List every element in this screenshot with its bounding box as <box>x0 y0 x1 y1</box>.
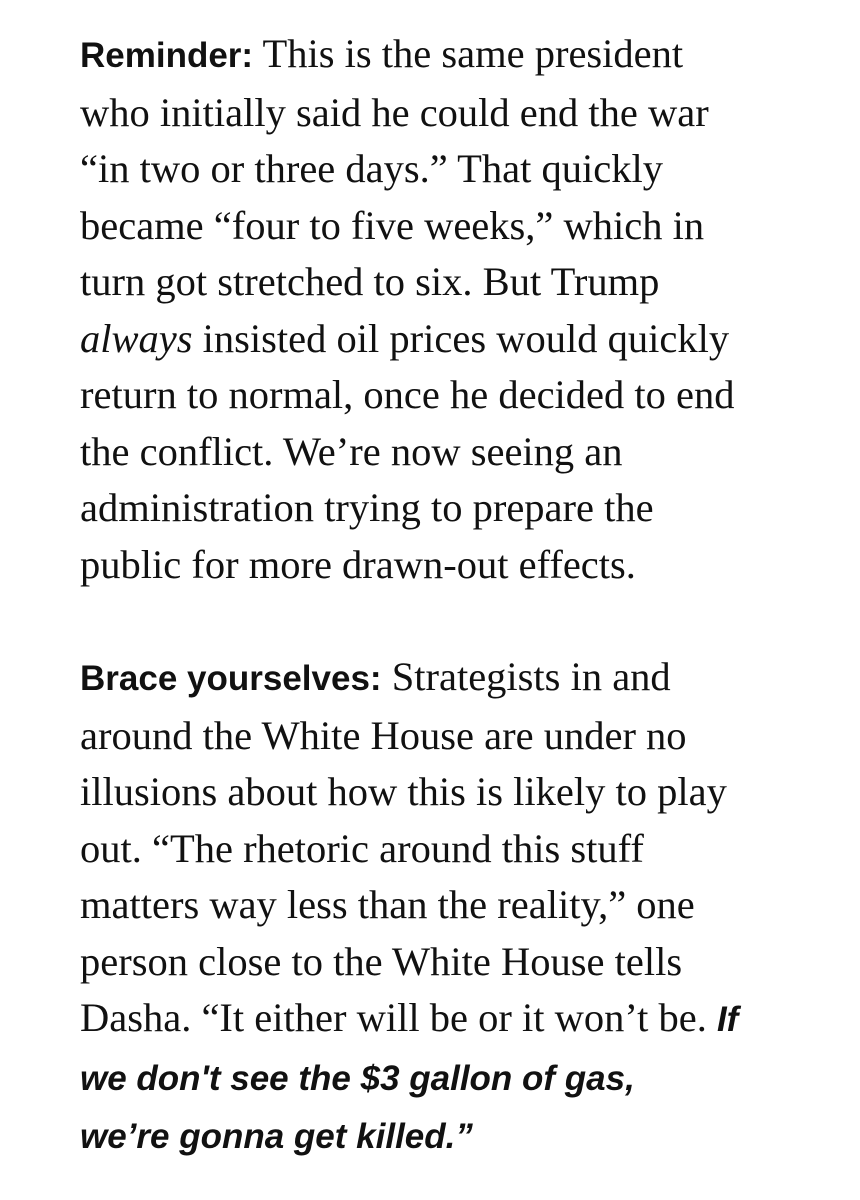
text-line <box>80 1049 840 1108</box>
text-run: public for more drawn-out effects. <box>80 541 636 587</box>
text-line <box>80 990 840 1049</box>
text-line <box>80 1107 840 1166</box>
text-line <box>80 311 840 368</box>
text-line <box>80 877 840 934</box>
text-run: insisted oil prices would quickly <box>192 315 730 361</box>
text-line <box>80 141 840 198</box>
text-run: the conflict. We’re now seeing an <box>80 428 623 474</box>
text-line <box>80 480 840 537</box>
text-line <box>80 424 840 481</box>
paragraph-lead: Brace yourselves: <box>80 659 382 698</box>
text-line <box>80 821 840 878</box>
text-line <box>80 254 840 311</box>
text-run: “in two or three days.” That quickly <box>80 146 663 191</box>
text-run: around the White House are under no <box>80 712 687 758</box>
text-line <box>80 367 840 424</box>
text-run: who initially said he could end the war <box>80 89 709 135</box>
text-run: Strategists in and <box>391 654 671 699</box>
italic-text: always <box>80 315 193 361</box>
text-line <box>80 934 840 991</box>
text-run: This is the same president <box>262 31 684 76</box>
text-run: administration trying to prepare the <box>80 485 654 530</box>
text-run: return to normal, once he decided to end <box>80 372 735 417</box>
paragraph-lead: Reminder: <box>80 36 254 75</box>
text-run: illusions about how this is likely to play <box>80 769 727 814</box>
text-run: Dasha. “It either will be or it won’t be. <box>80 995 717 1040</box>
text-run: turn got stretched to six. But Trump <box>80 259 660 304</box>
article-body <box>80 26 840 1166</box>
bold-italic-quote: we’re gonna get killed.” <box>80 1117 473 1156</box>
text-line <box>80 85 840 142</box>
text-line <box>80 649 840 708</box>
text-run: out. “The rhetoric around this stuff <box>80 825 644 871</box>
bold-italic-quote: we don't see the $3 gallon of gas, <box>80 1058 635 1098</box>
text-run: matters way less than the reality,” one <box>80 882 695 927</box>
text-line <box>80 198 840 255</box>
text-line <box>80 708 840 765</box>
bold-italic-quote: If <box>716 1000 739 1039</box>
text-line <box>80 26 840 85</box>
paragraph <box>80 26 840 593</box>
text-run: person close to the White House tells <box>80 938 683 984</box>
text-line <box>80 537 840 594</box>
paragraph <box>80 649 840 1166</box>
text-line <box>80 764 840 821</box>
text-run: became “four to five weeks,” which in <box>80 202 705 248</box>
